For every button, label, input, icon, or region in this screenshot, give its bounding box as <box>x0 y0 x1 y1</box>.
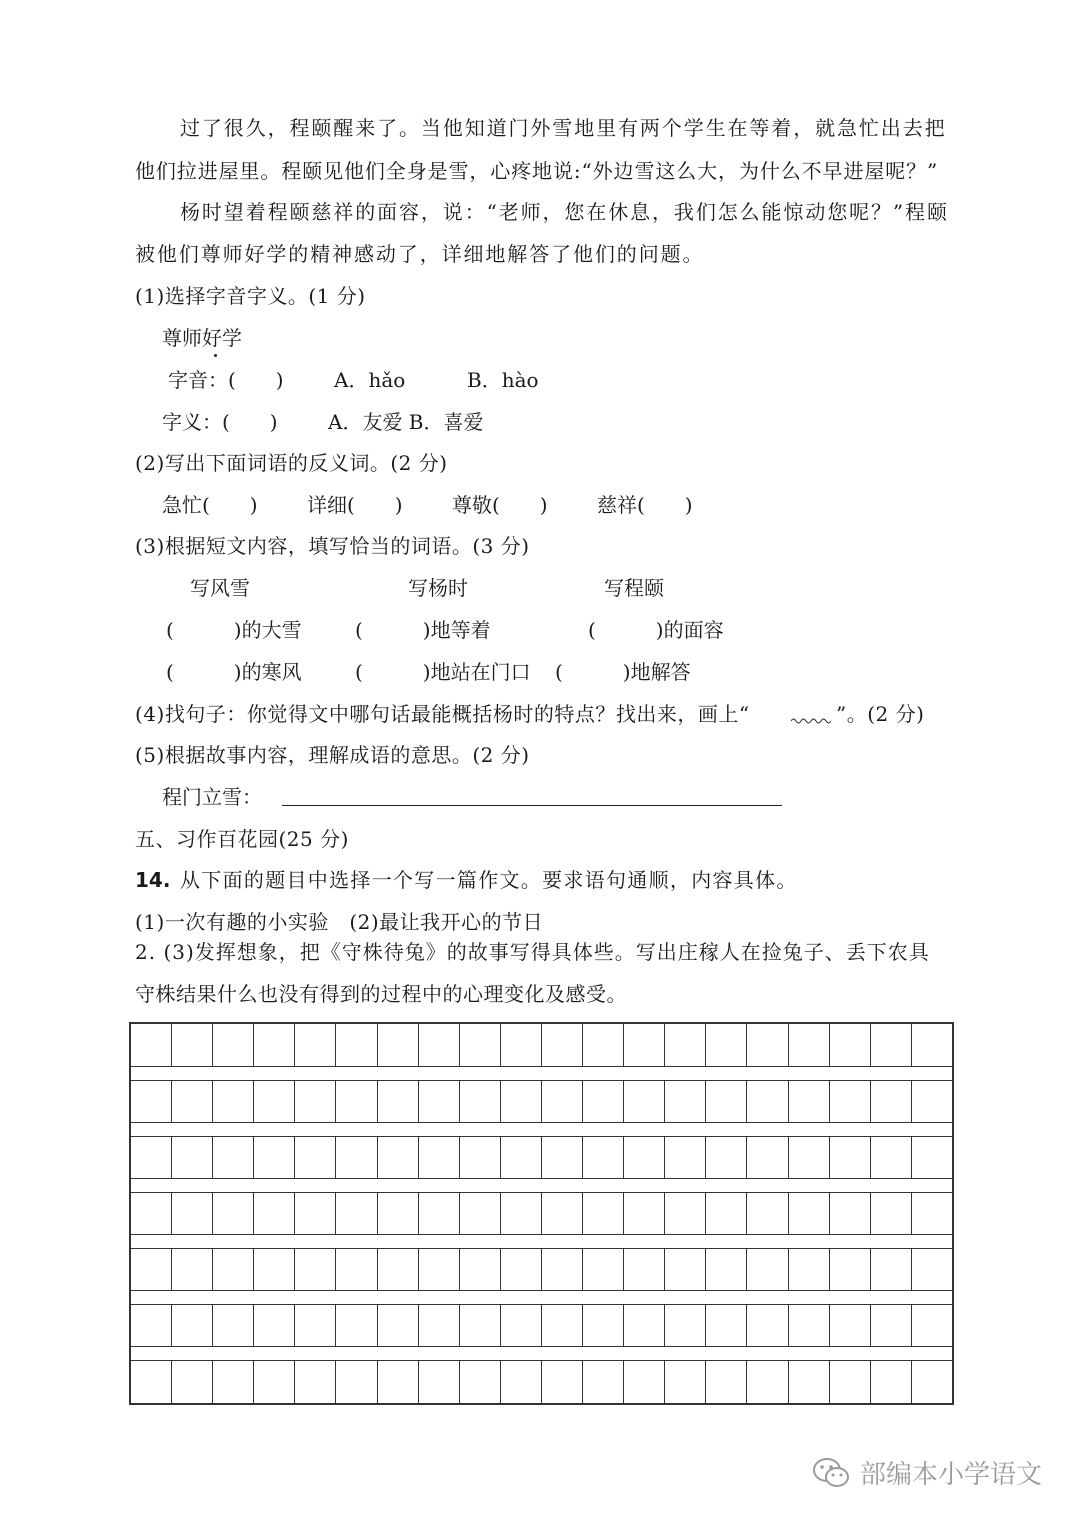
grid-cell[interactable] <box>295 1193 336 1234</box>
grid-cell[interactable] <box>172 1081 213 1122</box>
grid-cell[interactable] <box>131 1081 172 1122</box>
grid-cell[interactable] <box>542 1193 583 1234</box>
grid-cell[interactable] <box>830 1081 871 1122</box>
grid-cell[interactable] <box>501 1193 542 1234</box>
grid-cell[interactable] <box>501 1361 542 1403</box>
grid-cell[interactable] <box>295 1249 336 1290</box>
grid-cell[interactable] <box>665 1081 706 1122</box>
grid-cell[interactable] <box>336 1249 377 1290</box>
grid-cell[interactable] <box>789 1249 830 1290</box>
grid-cell[interactable] <box>336 1305 377 1346</box>
grid-cell[interactable] <box>419 1193 460 1234</box>
grid-cell[interactable] <box>706 1249 747 1290</box>
grid-cell[interactable] <box>213 1361 254 1403</box>
grid-cell[interactable] <box>213 1137 254 1178</box>
grid-cell[interactable] <box>501 1305 542 1346</box>
grid-cell[interactable] <box>419 1361 460 1403</box>
grid-cell[interactable] <box>131 1024 172 1066</box>
q2-word-3: 尊敬( ) <box>452 493 548 517</box>
grid-cell[interactable] <box>912 1081 952 1122</box>
grid-cell[interactable] <box>172 1024 213 1066</box>
grid-cell[interactable] <box>254 1305 295 1346</box>
grid-cell[interactable] <box>706 1305 747 1346</box>
q14-topic3-line2: 守株结果什么也没有得到的过程中的心理变化及感受。 <box>135 982 627 1006</box>
q14-topics: (1)一次有趣的小实验 (2)最让我开心的节日 <box>135 910 544 934</box>
grid-cell[interactable] <box>583 1249 624 1290</box>
grid-cell[interactable] <box>871 1024 912 1066</box>
q3-title: (3)根据短文内容，填写恰当的词语。(3 分) <box>135 534 530 558</box>
grid-cell[interactable] <box>830 1193 871 1234</box>
grid-cell[interactable] <box>336 1024 377 1066</box>
grid-cell[interactable] <box>747 1024 788 1066</box>
grid-cell[interactable] <box>871 1137 912 1178</box>
wavy-underline-icon <box>791 713 831 725</box>
grid-cell[interactable] <box>254 1193 295 1234</box>
q3-r1-c2: ( )地等着 <box>355 618 491 642</box>
grid-row <box>131 1136 952 1179</box>
q3-r2-c3: ( )地解答 <box>555 660 691 684</box>
grid-cell[interactable] <box>624 1361 665 1403</box>
grid-cell[interactable] <box>706 1081 747 1122</box>
watermark-text: 部编本小学语文 <box>860 1460 1043 1490</box>
grid-cell[interactable] <box>295 1081 336 1122</box>
grid-cell[interactable] <box>295 1305 336 1346</box>
grid-cell[interactable] <box>460 1305 501 1346</box>
grid-cell[interactable] <box>336 1137 377 1178</box>
grid-cell[interactable] <box>912 1249 952 1290</box>
grid-cell[interactable] <box>583 1024 624 1066</box>
grid-cell[interactable] <box>665 1024 706 1066</box>
grid-cell[interactable] <box>542 1305 583 1346</box>
grid-cell[interactable] <box>213 1249 254 1290</box>
grid-cell[interactable] <box>336 1193 377 1234</box>
q3-header-1: 写风雪 <box>190 576 250 600</box>
grid-cell[interactable] <box>583 1081 624 1122</box>
grid-cell[interactable] <box>378 1361 419 1403</box>
grid-cell[interactable] <box>172 1193 213 1234</box>
grid-cell[interactable] <box>789 1305 830 1346</box>
grid-cell[interactable] <box>460 1193 501 1234</box>
grid-cell[interactable] <box>747 1249 788 1290</box>
grid-cell[interactable] <box>295 1361 336 1403</box>
q1-title: (1)选择字音字义。(1 分) <box>135 284 366 308</box>
grid-cell[interactable] <box>254 1024 295 1066</box>
grid-cell[interactable] <box>254 1137 295 1178</box>
grid-cell[interactable] <box>172 1249 213 1290</box>
grid-cell[interactable] <box>830 1305 871 1346</box>
q2-word-1: 急忙( ) <box>162 493 258 517</box>
grid-cell[interactable] <box>747 1193 788 1234</box>
grid-cell[interactable] <box>213 1081 254 1122</box>
grid-cell[interactable] <box>665 1193 706 1234</box>
grid-cell[interactable] <box>789 1137 830 1178</box>
section5-title: 五、习作百花园(25 分) <box>135 827 349 851</box>
q1-meaning-options: A．友爱 B．喜爱 <box>328 410 484 434</box>
grid-cell[interactable] <box>172 1137 213 1178</box>
q5-title: (5)根据故事内容，理解成语的意思。(2 分) <box>135 743 530 767</box>
grid-cell[interactable] <box>747 1305 788 1346</box>
q1-pron-a: A．hǎo <box>334 368 406 392</box>
grid-cell[interactable] <box>542 1249 583 1290</box>
grid-cell[interactable] <box>378 1024 419 1066</box>
grid-cell[interactable] <box>172 1305 213 1346</box>
grid-cell[interactable] <box>665 1137 706 1178</box>
grid-cell[interactable] <box>254 1249 295 1290</box>
grid-cell[interactable] <box>254 1081 295 1122</box>
grid-cell[interactable] <box>172 1361 213 1403</box>
wechat-icon <box>812 1456 850 1490</box>
grid-cell[interactable] <box>624 1081 665 1122</box>
grid-cell[interactable] <box>378 1081 419 1122</box>
grid-cell[interactable] <box>871 1249 912 1290</box>
passage-line-2: 他们拉进屋里。程颐见他们全身是雪，心疼地说:“外边雪这么大，为什么不早进屋呢？” <box>135 159 939 183</box>
q2-word-2: 详细( ) <box>307 493 403 517</box>
grid-cell[interactable] <box>131 1137 172 1178</box>
grid-cell[interactable] <box>830 1361 871 1403</box>
grid-cell[interactable] <box>871 1193 912 1234</box>
q2-word-4: 慈祥( ) <box>597 493 693 517</box>
grid-cell[interactable] <box>378 1305 419 1346</box>
grid-cell[interactable] <box>706 1193 747 1234</box>
grid-cell[interactable] <box>378 1137 419 1178</box>
grid-cell[interactable] <box>706 1361 747 1403</box>
grid-cell[interactable] <box>789 1361 830 1403</box>
q1-pron-label: 字音：( ) <box>168 368 284 392</box>
grid-cell[interactable] <box>830 1249 871 1290</box>
grid-cell[interactable] <box>336 1081 377 1122</box>
grid-cell[interactable] <box>378 1249 419 1290</box>
grid-cell[interactable] <box>830 1137 871 1178</box>
grid-cell[interactable] <box>583 1361 624 1403</box>
grid-row <box>131 1192 952 1235</box>
grid-cell[interactable] <box>583 1137 624 1178</box>
grid-cell[interactable] <box>419 1137 460 1178</box>
passage-line-3: 杨时望着程颐慈祥的面容，说：“老师，您在休息，我们怎么能惊动您呢？”程颐 <box>180 200 949 224</box>
passage-line-1: 过了很久，程颐醒来了。当他知道门外雪地里有两个学生在等着，就急忙出去把 <box>180 116 947 140</box>
grid-cell[interactable] <box>624 1137 665 1178</box>
grid-cell[interactable] <box>789 1193 830 1234</box>
passage-line-4: 被他们尊师好学的精神感动了，详细地解答了他们的问题。 <box>135 242 705 266</box>
q3-r1-c3: ( )的面容 <box>588 618 724 642</box>
grid-cell[interactable] <box>624 1249 665 1290</box>
q3-header-2: 写杨时 <box>408 576 468 600</box>
grid-cell[interactable] <box>624 1193 665 1234</box>
grid-cell[interactable] <box>501 1024 542 1066</box>
q4-title-after: ”。(2 分) <box>836 702 925 726</box>
grid-cell[interactable] <box>747 1137 788 1178</box>
grid-cell[interactable] <box>871 1361 912 1403</box>
grid-cell[interactable] <box>665 1249 706 1290</box>
grid-cell[interactable] <box>542 1081 583 1122</box>
grid-cell[interactable] <box>419 1305 460 1346</box>
grid-cell[interactable] <box>419 1249 460 1290</box>
grid-cell[interactable] <box>131 1249 172 1290</box>
q1-meaning-label: 字义：( ) <box>162 410 278 434</box>
grid-cell[interactable] <box>460 1137 501 1178</box>
grid-cell[interactable] <box>501 1249 542 1290</box>
grid-cell[interactable] <box>131 1361 172 1403</box>
grid-cell[interactable] <box>542 1137 583 1178</box>
grid-cell[interactable] <box>542 1361 583 1403</box>
grid-cell[interactable] <box>542 1024 583 1066</box>
watermark <box>812 1454 1042 1491</box>
q2-title: (2)写出下面词语的反义词。(2 分) <box>135 451 448 475</box>
grid-cell[interactable] <box>378 1193 419 1234</box>
grid-cell[interactable] <box>336 1361 377 1403</box>
grid-cell[interactable] <box>912 1361 952 1403</box>
q1-word: 尊师好学 <box>162 326 242 350</box>
q3-header-3: 写程颐 <box>604 576 664 600</box>
grid-cell[interactable] <box>254 1361 295 1403</box>
grid-cell[interactable] <box>912 1193 952 1234</box>
grid-cell[interactable] <box>213 1305 254 1346</box>
grid-cell[interactable] <box>131 1305 172 1346</box>
grid-cell[interactable] <box>131 1193 172 1234</box>
grid-row <box>131 1024 952 1067</box>
grid-cell[interactable] <box>419 1024 460 1066</box>
grid-cell[interactable] <box>460 1249 501 1290</box>
grid-cell[interactable] <box>747 1361 788 1403</box>
emphasis-dot <box>214 354 217 357</box>
grid-cell[interactable] <box>295 1024 336 1066</box>
grid-cell[interactable] <box>295 1137 336 1178</box>
grid-cell[interactable] <box>706 1137 747 1178</box>
grid-cell[interactable] <box>501 1081 542 1122</box>
q14-text: 从下面的题目中选择一个写一篇作文。要求语句通顺，内容具体。 <box>180 868 798 892</box>
q14-number: 14. <box>135 868 171 892</box>
grid-cell[interactable] <box>830 1024 871 1066</box>
grid-row <box>131 1360 952 1403</box>
grid-cell[interactable] <box>624 1024 665 1066</box>
grid-cell[interactable] <box>871 1081 912 1122</box>
q4-title-before: (4)找句子：你觉得文中哪句话最能概括杨时的特点？找出来，画上“ <box>135 702 750 726</box>
grid-cell[interactable] <box>583 1305 624 1346</box>
grid-cell[interactable] <box>460 1081 501 1122</box>
grid-cell[interactable] <box>213 1193 254 1234</box>
grid-cell[interactable] <box>583 1193 624 1234</box>
q14-topic3-line1: 2. (3)发挥想象，把《守株待兔》的故事写得具体些。写出庄稼人在捡兔子、丢下农具 <box>135 940 930 964</box>
grid-cell[interactable] <box>624 1305 665 1346</box>
answer-line[interactable] <box>282 805 782 806</box>
grid-cell[interactable] <box>665 1305 706 1346</box>
grid-cell[interactable] <box>912 1305 952 1346</box>
q1-pron-b: B．hào <box>467 368 539 392</box>
grid-cell[interactable] <box>460 1361 501 1403</box>
grid-cell[interactable] <box>789 1081 830 1122</box>
grid-cell[interactable] <box>501 1137 542 1178</box>
q5-idiom-label: 程门立雪： <box>162 785 262 809</box>
q3-r2-c1: ( )的寒风 <box>166 660 302 684</box>
q3-r2-c2: ( )地站在门口 <box>355 660 531 684</box>
grid-cell[interactable] <box>419 1081 460 1122</box>
grid-cell[interactable] <box>912 1137 952 1178</box>
grid-row <box>131 1304 952 1347</box>
grid-row <box>131 1080 952 1123</box>
grid-cell[interactable] <box>747 1081 788 1122</box>
q3-r1-c1: ( )的大雪 <box>166 618 302 642</box>
writing-grid[interactable] <box>129 1022 954 1405</box>
grid-cell[interactable] <box>789 1024 830 1066</box>
grid-cell[interactable] <box>460 1024 501 1066</box>
grid-cell[interactable] <box>213 1024 254 1066</box>
grid-cell[interactable] <box>665 1361 706 1403</box>
grid-cell[interactable] <box>912 1024 952 1066</box>
grid-cell[interactable] <box>871 1305 912 1346</box>
grid-row <box>131 1248 952 1291</box>
grid-cell[interactable] <box>706 1024 747 1066</box>
